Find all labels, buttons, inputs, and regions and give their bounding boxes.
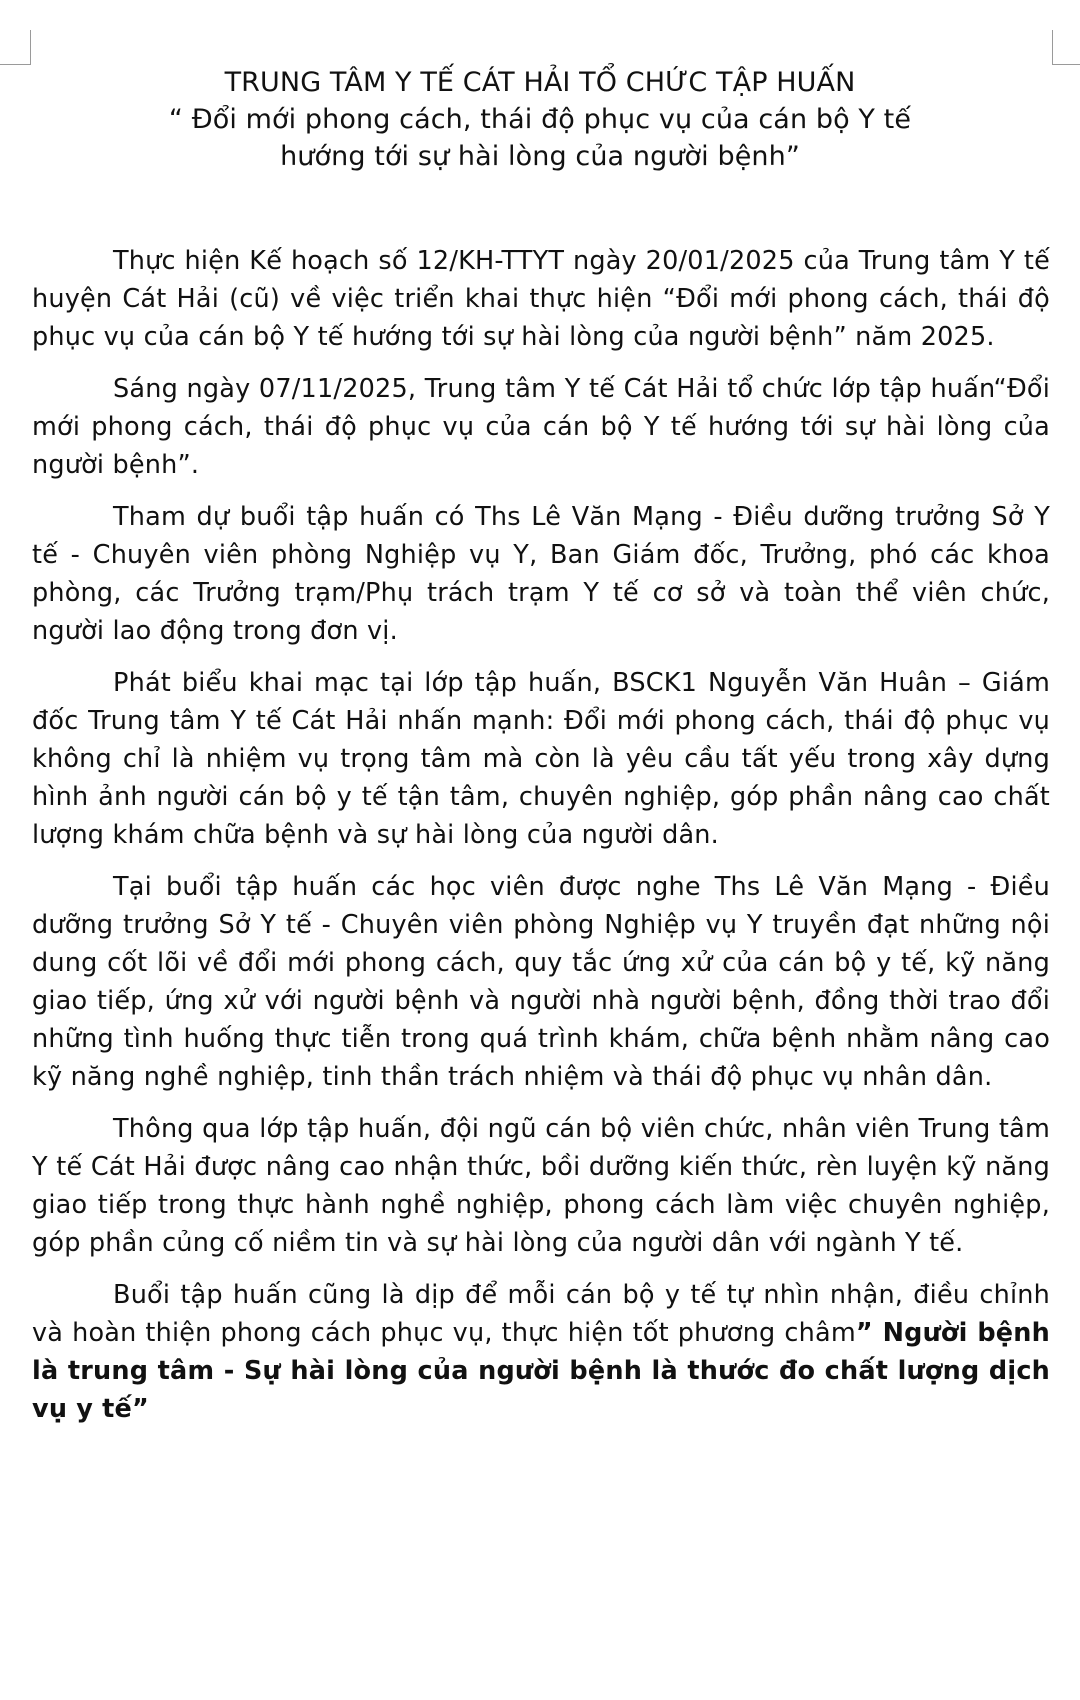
paragraph-event-date: [32, 370, 1050, 484]
paragraph-motto: [32, 1276, 1050, 1428]
paragraph-attendees: [32, 498, 1050, 650]
paragraph-outcomes: [32, 1110, 1050, 1262]
paragraph-text: Tại buổi tập huấn các học viên được nghe Ths Lê Văn Mạng - Điều dưỡng trưởng Sở Y tế - Chuyên viên phòng Nghiệp vụ Y truyền đạt những nội dung cốt lõi về đổi mới phong cách, quy tắc ứng xử của cán bộ y tế, kỹ năng giao tiếp, ứng xử với người bệnh và người nhà người bệnh, đồng thời trao đổi những tình huống thực tiễn trong quá trình khám, chữa bệnh nhằm nâng cao kỹ năng nghề nghiệp, tinh thần trách nhiệm và thái độ phục vụ nhân dân.: [32, 872, 1050, 1092]
motto-bold-text: ” Người bệnh là trung tâm - Sự hài lòng của người bệnh là thước đo chất lượng dịch vụ y tế”: [32, 1318, 1050, 1424]
page-corner-mark-left: [0, 30, 31, 65]
paragraph-opening-speech: [32, 664, 1050, 854]
paragraph-plan-reference: [32, 242, 1050, 356]
title-line-1: TRUNG TÂM Y TẾ CÁT HẢI TỔ CHỨC TẬP HUẤN: [224, 67, 856, 98]
paragraph-text: Tham dự buổi tập huấn có Ths Lê Văn Mạng - Điều dưỡng trưởng Sở Y tế - Chuyên viên phòng Nghiệp vụ Y, Ban Giám đốc, Trưởng, phó các khoa phòng, các Trưởng trạm/Phụ trách trạm Y tế cơ sở và toàn thể viên chức, người lao động trong đơn vị.: [32, 502, 1050, 646]
paragraph-text: Thực hiện Kế hoạch số 12/KH-TTYT ngày 20/01/2025 của Trung tâm Y tế huyện Cát Hải (cũ) về việc triển khai thực hiện “Đổi mới phong cách, thái độ phục vụ của cán bộ Y tế hướng tới sự hài lòng của người bệnh” năm 2025.: [32, 246, 1050, 352]
paragraph-text: Sáng ngày 07/11/2025, Trung tâm Y tế Cát Hải tổ chức lớp tập huấn“Đổi mới phong cách, thái độ phục vụ của cán bộ Y tế hướng tới sự hài lòng của người bệnh”.: [32, 374, 1050, 480]
page-corner-mark-right: [1052, 30, 1080, 65]
paragraph-text: Phát biểu khai mạc tại lớp tập huấn, BSCK1 Nguyễn Văn Huân – Giám đốc Trung tâm Y tế Cát Hải nhấn mạnh: Đổi mới phong cách, thái độ phục vụ không chỉ là nhiệm vụ trọng tâm mà còn là yêu cầu tất yếu trong xây dựng hình ảnh người cán bộ y tế tận tâm, chuyên nghiệp, góp phần nâng cao chất lượng khám chữa bệnh và sự hài lòng của người dân.: [32, 668, 1050, 850]
paragraph-training-content: [32, 868, 1050, 1096]
title-line-3: hướng tới sự hài lòng của người bệnh”: [280, 141, 800, 172]
title-line-2: “ Đổi mới phong cách, thái độ phục vụ của cán bộ Y tế: [168, 104, 912, 135]
paragraph-text: Buổi tập huấn cũng là dịp để mỗi cán bộ y tế tự nhìn nhận, điều chỉnh và hoàn thiện phong cách phục vụ, thực hiện tốt phương châm: [32, 1280, 1050, 1348]
paragraph-text: Thông qua lớp tập huấn, đội ngũ cán bộ viên chức, nhân viên Trung tâm Y tế Cát Hải được nâng cao nhận thức, bồi dưỡng kiến thức, rèn luyện kỹ năng giao tiếp trong thực hành nghề nghiệp, phong cách làm việc chuyên nghiệp, góp phần củng cố niềm tin và sự hài lòng của người dân với ngành Y tế.: [32, 1114, 1050, 1258]
article-title: [0, 64, 1080, 175]
article-body: [32, 242, 1050, 1442]
